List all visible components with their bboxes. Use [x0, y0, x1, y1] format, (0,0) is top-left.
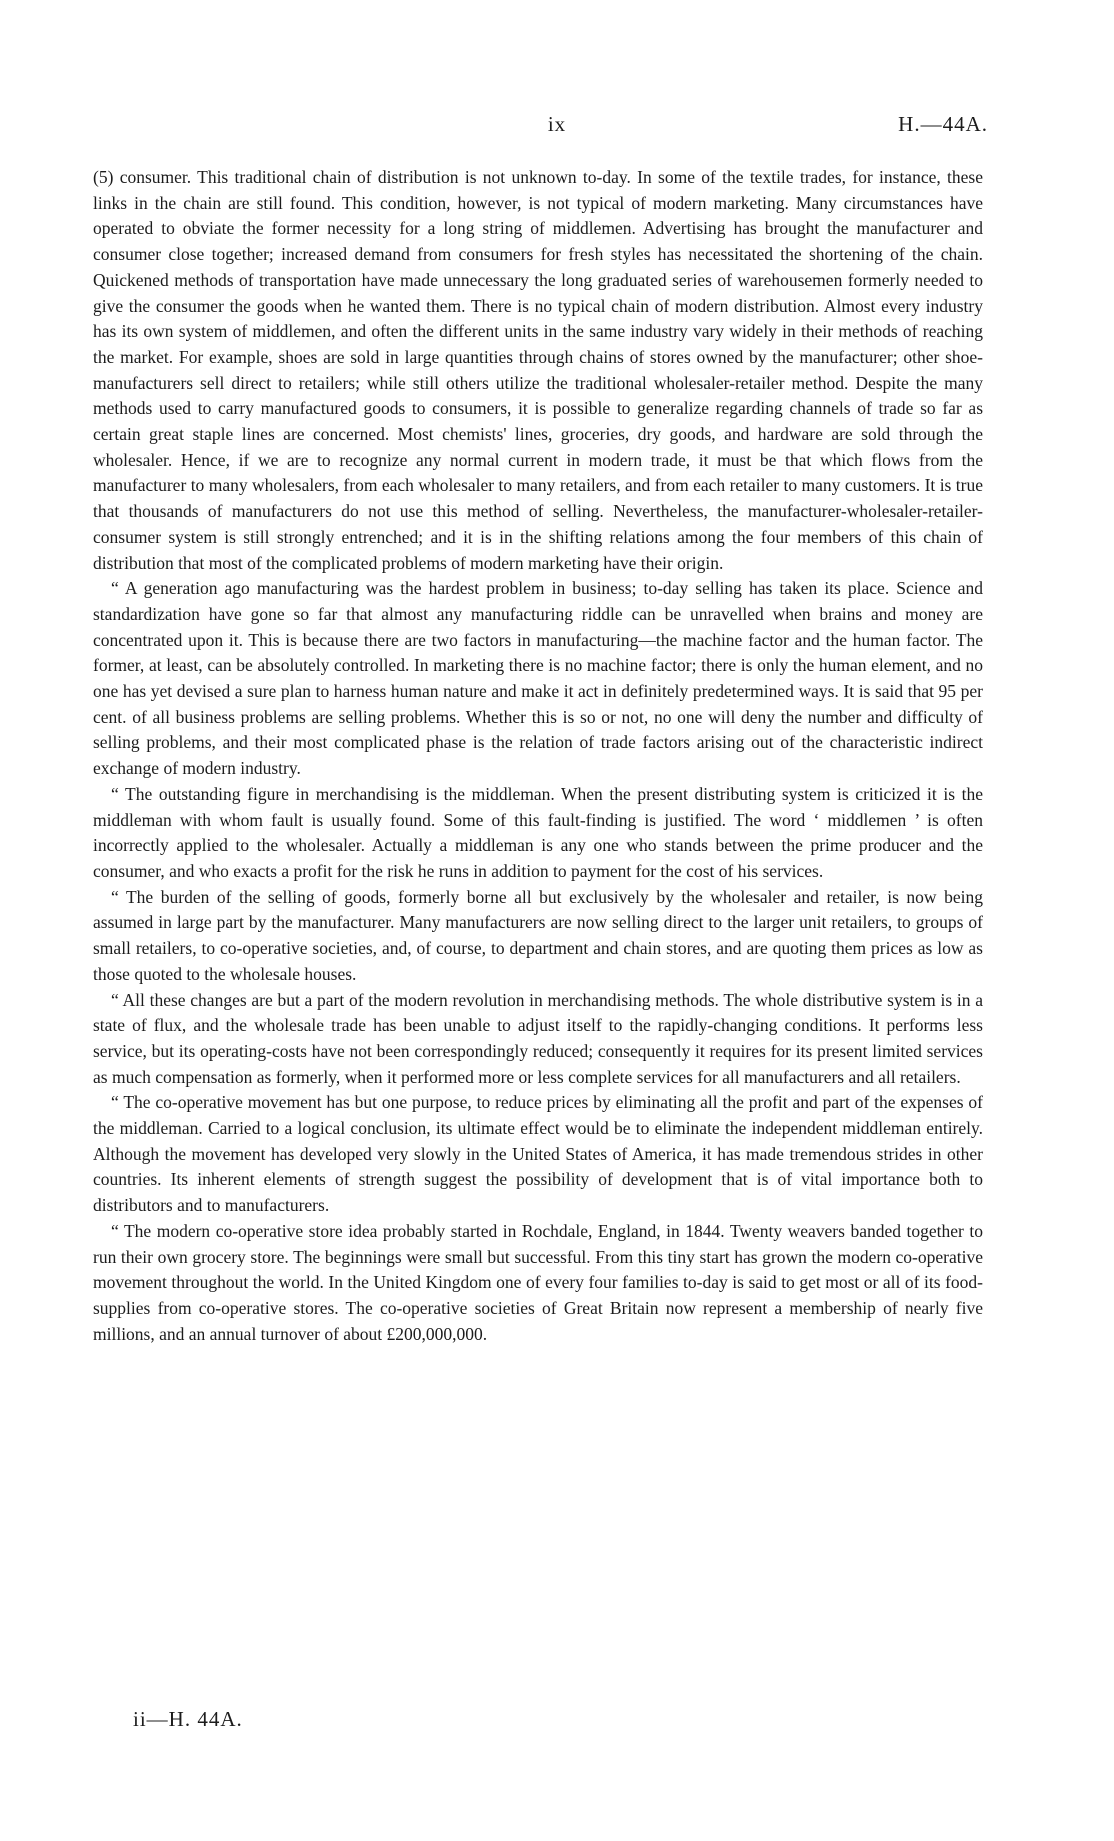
- paragraph: (5) consumer. This traditional chain of distribution is not unknown to-day. In some of the textile trades, for instance, these links in the chain are still found. This condition, however, is not typical of modern marketing. Many circumstances have operated to obviate the former necessity for a long string of middlemen. Advertising has brought the manufacturer and consumer close together; increased demand from consumers for fresh styles has necessitated the shortening of the chain. Quickened methods of transportation have made unnecessary the long graduated series of warehousemen formerly needed to give the consumer the goods when he wanted them. There is no typical chain of modern distribution. Almost every industry has its own system of middlemen, and often the different units in the same industry vary widely in their methods of reaching the market. For example, shoes are sold in large quantities through chains of stores owned by the manufacturer; other shoe-manufacturers sell direct to retailers; while still others utilize the traditional wholesaler-retailer method. Despite the many methods used to carry manufactured goods to consumers, it is possible to generalize regarding channels of trade so far as certain great staple lines are concerned. Most chemists' lines, groceries, dry goods, and hardware are sold through the wholesaler. Hence, if we are to recognize any normal current in modern trade, it must be that which flows from the manufacturer to many wholesalers, from each wholesaler to many retailers, and from each retailer to many customers. It is true that thousands of manufacturers do not use this method of selling. Nevertheless, the manufacturer-wholesaler-retailer-consumer system is still strongly entrenched; and it is in the shifting relations among the four members of this chain of distribution that most of the complicated problems of modern marketing have their origin.: [93, 167, 983, 573]
- signature-mark: ii—H. 44A.: [133, 1707, 243, 1731]
- paragraph: “ A generation ago manufacturing was the hardest problem in business; to-day selling has taken its place. Science and standardization have gone so far that almost any manufacturing riddle can be unravelled when brains and money are concentrated upon it. This is because there are two factors in manufacturing—the machine factor and the human factor. The former, at least, can be absolutely controlled. In marketing there is no machine factor; there is only the human element, and no one has yet devised a sure plan to harness human nature and make it act in definitely predetermined ways. It is said that 95 per cent. of all business problems are selling problems. Whether this is so or not, no one will deny the number and difficulty of selling problems, and their most complicated phase is the relation of trade factors arising out of the characteristic indirect exchange of modern industry.: [93, 578, 983, 779]
- paragraph: “ The co-operative movement has but one purpose, to reduce prices by eliminating all the profit and part of the expenses of the middleman. Carried to a logical conclusion, its ultimate effect would be to eliminate the independent middleman entirely. Although the movement has developed very slowly in the United States of America, it has made tremendous strides in other countries. Its inherent elements of strength suggest the possibility of development that is of vital importance both to distributors and to manufacturers.: [93, 1092, 983, 1216]
- page-number: ix: [547, 112, 567, 136]
- paragraph: “ All these changes are but a part of the modern revolution in merchandising methods. The whole distributive system is in a state of flux, and the wholesale trade has been unable to adjust itself to the rapidly-changing conditions. It performs less service, but its operating-costs have not been correspondingly reduced; consequently it requires for its present limited services as much compensation as formerly, when it performed more or less complete services for all manufacturers and all retailers.: [93, 989, 983, 1087]
- paragraph: “ The outstanding figure in merchandising is the middleman. When the present distributing system is criticized it is the middleman with whom fault is usually found. Some of this fault-finding is justified. The word ‘ middlemen ’ is often incorrectly applied to the wholesaler. Actually a middleman is any one who stands between the prime producer and the consumer, and who exacts a profit for the risk he runs in addition to payment for the cost of his services.: [93, 783, 983, 881]
- document-reference: H.—44A.: [898, 112, 988, 136]
- paragraph: “ The burden of the selling of goods, formerly borne all but exclusively by the wholesaler and retailer, is now being assumed in large part by the manufacturer. Many manufacturers are now selling direct to the larger unit retailers, to groups of small retailers, to co-operative societies, and, of course, to department and chain stores, and are quoting them prices as low as those quoted to the wholesale houses.: [93, 886, 983, 984]
- paragraph: “ The modern co-operative store idea probably started in Rochdale, England, in 1844. Twenty weavers banded together to run their own grocery store. The beginnings were small but successful. From this tiny start has grown the modern co-operative movement throughout the world. In the United Kingdom one of every four families to-day is said to get most or all of its food-supplies from co-operative stores. The co-operative societies of Great Britain now represent a membership of nearly five millions, and an annual turnover of about £200,000,000.: [93, 1220, 983, 1344]
- body-text: [93, 165, 983, 1347]
